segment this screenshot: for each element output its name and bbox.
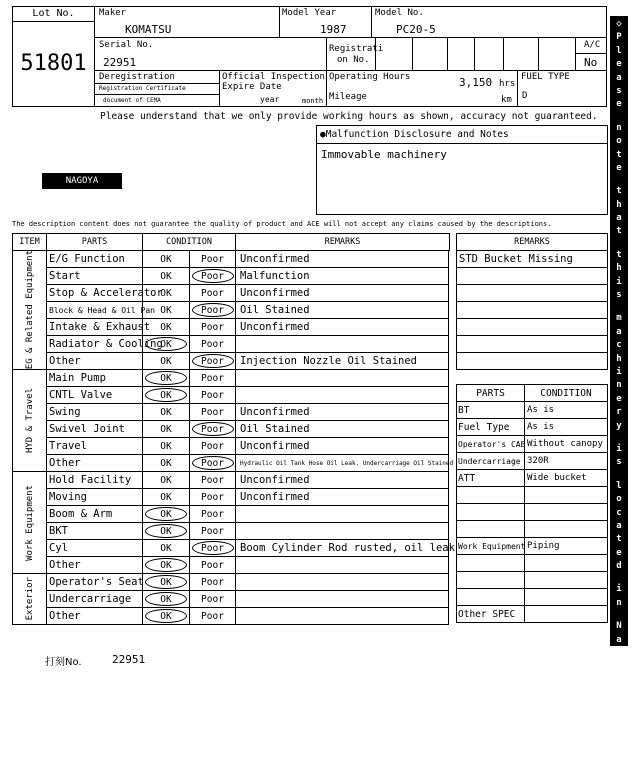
remarks-text: Unconfirmed (235, 318, 449, 336)
registration-box-4 (474, 37, 504, 71)
hrs-label: hrs (499, 79, 516, 89)
part-name: Swivel Joint (46, 420, 143, 438)
right-remarks-row (456, 335, 608, 353)
sidebar-char: l (616, 480, 622, 491)
remarks-text: Unconfirmed (235, 471, 449, 489)
sidebar-char: o (616, 136, 622, 147)
remarks-text (235, 607, 449, 625)
remarks-text (235, 386, 449, 404)
serial-no-cell (94, 37, 327, 71)
right-part-name (456, 520, 525, 538)
condition-selected-circle (145, 507, 187, 521)
item-group-label: Work Equipment (24, 484, 35, 561)
right-part-name (456, 571, 525, 589)
condition-ok: OK (142, 301, 190, 319)
sidebar-char: c (616, 340, 622, 351)
condition-poor: Poor (189, 556, 236, 574)
condition-ok: OK (142, 420, 190, 438)
right-part-name (456, 486, 525, 504)
part-name: Cyl (46, 539, 143, 557)
right-part-condition (524, 520, 608, 538)
part-name: Undercarriage (46, 590, 143, 608)
ac-value: No (584, 56, 598, 69)
condition-poor: Poor (189, 437, 236, 455)
right-remarks-row (456, 284, 608, 302)
sidebar-char: i (616, 366, 622, 377)
condition-selected-circle (192, 269, 234, 283)
sidebar-char: a (616, 688, 622, 699)
sidebar-char: e (616, 59, 622, 70)
part-name: Swing (46, 403, 143, 421)
ac-label: A/C (584, 40, 601, 50)
sidebar-char: ◇ (616, 19, 622, 29)
condition-poor: Poor (189, 471, 236, 489)
condition-poor: Poor (189, 505, 236, 523)
sidebar-char: i (616, 584, 622, 595)
remarks-text (235, 505, 449, 523)
part-name: E/G Function (46, 250, 143, 268)
year-label: year (260, 95, 280, 104)
part-name: Moving (46, 488, 143, 506)
fuel-type-value: D (522, 91, 528, 101)
sidebar-char (610, 302, 628, 312)
sidebar-char: t (616, 226, 622, 237)
registration-no-label-cell (326, 37, 384, 71)
part-name: Other (46, 454, 143, 472)
condition-poor: Poor (189, 386, 236, 404)
condition-poor: Poor (189, 488, 236, 506)
sidebar-char: a (616, 724, 622, 735)
right-parts-header: PARTS (456, 384, 525, 402)
ac-cell (575, 37, 607, 71)
condition-ok: OK (142, 454, 190, 472)
location-sidebar (610, 16, 628, 776)
model-year-label: Model Year (282, 8, 337, 18)
right-parts-table (456, 384, 608, 623)
part-name: Boom & Arm (46, 505, 143, 523)
right-remarks-row (456, 267, 608, 285)
condition-selected-circle (145, 524, 187, 538)
remarks-text: Unconfirmed (235, 284, 449, 302)
sidebar-char: c (616, 507, 622, 518)
condition-poor: Poor (189, 590, 236, 608)
right-part-condition (524, 588, 608, 606)
sidebar-char: h (616, 199, 622, 210)
sidebar-char: y (616, 674, 622, 685)
remarks-text: Malfunction (235, 267, 449, 285)
official-inspection-label-1: Official Inspection (222, 72, 325, 82)
condition-poor: Poor (189, 420, 236, 438)
operating-hours-label: Operating Hours (329, 72, 411, 82)
sidebar-char: g (616, 648, 622, 659)
right-part-condition: As is (524, 418, 608, 436)
mileage-label: Mileage (329, 92, 367, 102)
document-cema-label: document of CEMA (103, 97, 161, 104)
sidebar-char (610, 573, 628, 583)
condition-ok: OK (142, 488, 190, 506)
sidebar-char: i (616, 443, 622, 454)
condition-ok: OK (142, 522, 190, 540)
deregistration-cell (94, 70, 220, 107)
right-remarks-row: STD Bucket Missing (456, 250, 608, 268)
remarks-text: Hydraulic Oil Tank Hose Oil Leak. Undercarriage Oil Stained (235, 454, 449, 472)
right-part-name: BT (456, 401, 525, 419)
official-inspection-cell (219, 70, 327, 107)
right-part-condition: Piping (524, 537, 608, 555)
right-part-name: Work Equipment (456, 537, 525, 555)
sidebar-char: e (616, 547, 622, 558)
condition-ok: OK (142, 471, 190, 489)
malfunction-text: Immovable machinery (321, 148, 447, 161)
header-parts: PARTS (46, 233, 143, 251)
condition-poor: Poor (189, 284, 236, 302)
malfunction-title: ●Malfunction Disclosure and Notes (320, 129, 509, 140)
month-label: month (302, 97, 324, 105)
condition-ok: OK (142, 386, 190, 404)
right-part-condition (524, 605, 608, 623)
model-no-label: Model No. (375, 8, 424, 18)
sidebar-char: a (616, 520, 622, 531)
condition-selected-circle (192, 303, 234, 317)
right-remarks-row (456, 318, 608, 336)
right-part-name: Operator's CAB (456, 435, 525, 453)
sidebar-char: n (616, 597, 622, 608)
sidebar-char: h (616, 353, 622, 364)
sidebar-char: N (616, 621, 622, 632)
right-remarks-row (456, 352, 608, 370)
sidebar-char: y (616, 420, 622, 431)
condition-ok: OK (142, 505, 190, 523)
sidebar-char: t (616, 249, 622, 260)
deregistration-label: Deregistration (99, 72, 175, 82)
part-name: Travel (46, 437, 143, 455)
stamp-no-value: 22951 (112, 653, 146, 666)
operating-hours-cell (326, 70, 518, 107)
part-name: Other (46, 607, 143, 625)
remarks-text: Unconfirmed (235, 403, 449, 421)
sidebar-char (610, 610, 628, 620)
malfunction-box (316, 125, 608, 215)
item-group (12, 250, 47, 370)
condition-ok: OK (142, 403, 190, 421)
condition-selected-circle (192, 422, 234, 436)
condition-ok: OK (142, 335, 190, 353)
part-name: Main Pump (46, 369, 143, 387)
condition-poor: Poor (189, 403, 236, 421)
sidebar-char (610, 433, 628, 443)
remarks-text (235, 590, 449, 608)
operating-hours-value: 3,150 (459, 76, 493, 89)
sidebar-char: P (616, 32, 622, 43)
part-name: BKT (46, 522, 143, 540)
working-hours-note: Please understand that we only provide working hours as shown, accuracy not guaranteed. (100, 111, 598, 122)
lot-no-label: Lot No. (32, 8, 75, 19)
remarks-text: Oil Stained (235, 301, 449, 319)
sidebar-char: n (616, 380, 622, 391)
sidebar-char: s (616, 457, 622, 468)
registration-label-line1: Registrati (329, 44, 384, 54)
remarks-text (235, 556, 449, 574)
condition-selected-circle (145, 575, 187, 589)
registration-box-1 (375, 37, 413, 71)
condition-selected-circle (145, 558, 187, 572)
remarks-text (235, 522, 449, 540)
part-name: Radiator & Cooling (46, 335, 143, 353)
right-part-name (456, 503, 525, 521)
model-year-value: 1987 (320, 23, 347, 36)
condition-poor: Poor (189, 318, 236, 336)
item-group-label: EG & Related Equipment (24, 250, 35, 370)
part-name: CNTL Valve (46, 386, 143, 404)
sidebar-char (610, 470, 628, 480)
sidebar-text (610, 16, 628, 778)
part-name: Block & Head & Oil Pan (46, 301, 143, 319)
disclaimer: The description content does not guarantee the quality of product and ACE will not accept any claims caused by the descriptions. (12, 220, 552, 228)
location-badge: NAGOYA (42, 173, 122, 189)
part-name: Other (46, 352, 143, 370)
item-group-label: Exterior (24, 577, 35, 621)
sidebar-char: e (616, 162, 622, 173)
official-inspection-label-2: Expire Date (222, 82, 282, 92)
condition-selected-circle (192, 541, 234, 555)
part-name: Operator's Seat (46, 573, 143, 591)
condition-poor: Poor (189, 607, 236, 625)
registration-label-line2: on No. (337, 55, 370, 65)
remarks-text: Injection Nozzle Oil Stained (235, 352, 449, 370)
condition-ok: OK (142, 284, 190, 302)
sidebar-char (610, 701, 628, 711)
sidebar-char (610, 112, 628, 122)
condition-selected-circle (145, 371, 187, 385)
item-group (12, 369, 47, 472)
part-name: Intake & Exhaust (46, 318, 143, 336)
sidebar-char: m (616, 313, 622, 324)
right-remarks-row (456, 301, 608, 319)
right-part-condition (524, 486, 608, 504)
condition-poor: Poor (189, 369, 236, 387)
registration-certificate-label: Registration Certificate (99, 85, 186, 92)
remarks-text: Oil Stained (235, 420, 449, 438)
condition-ok: OK (142, 250, 190, 268)
sidebar-char: o (616, 494, 622, 505)
sidebar-char (610, 239, 628, 249)
remarks-text (235, 573, 449, 591)
serial-no-value: 22951 (103, 56, 137, 69)
maker-cell (94, 6, 280, 38)
condition-selected-circle (145, 609, 187, 623)
right-part-condition (524, 503, 608, 521)
sidebar-char: a (616, 634, 622, 645)
part-name: Stop & Accelerator (46, 284, 143, 302)
remarks-text: Boom Cylinder Rod rusted, oil leak (235, 539, 449, 557)
sidebar-char: e (616, 99, 622, 110)
remarks-text: Unconfirmed (235, 437, 449, 455)
right-part-name: ATT (456, 469, 525, 487)
km-label: km (501, 95, 512, 105)
model-year-cell (279, 6, 372, 38)
maker-label: Maker (99, 8, 127, 18)
condition-poor: Poor (189, 352, 236, 370)
sidebar-char: r (616, 738, 622, 749)
condition-selected-circle (145, 592, 187, 606)
sidebar-char: i (616, 276, 622, 287)
condition-selected-circle (145, 388, 187, 402)
sidebar-char: d (616, 561, 622, 572)
remarks-text (235, 335, 449, 353)
right-part-condition: Wide bucket (524, 469, 608, 487)
fuel-type-cell (517, 70, 607, 107)
registration-box-6 (538, 37, 576, 71)
right-part-name: Undercarriage (456, 452, 525, 470)
sidebar-char: t (616, 534, 622, 545)
condition-poor: Poor (189, 454, 236, 472)
condition-ok: OK (142, 267, 190, 285)
condition-ok: OK (142, 318, 190, 336)
part-name: Other (46, 556, 143, 574)
condition-poor: Poor (189, 335, 236, 353)
part-name: Start (46, 267, 143, 285)
condition-ok: OK (142, 352, 190, 370)
right-condition-header: CONDITION (524, 384, 608, 402)
right-part-condition: 320R (524, 452, 608, 470)
right-part-condition: As is (524, 401, 608, 419)
condition-ok: OK (142, 607, 190, 625)
right-part-name (456, 588, 525, 606)
condition-selected-circle (145, 337, 187, 351)
sidebar-char: a (616, 213, 622, 224)
inspection-table (12, 233, 455, 623)
registration-box-2 (412, 37, 448, 71)
right-remarks-header: REMARKS (456, 233, 608, 251)
header-condition: CONDITION (142, 233, 236, 251)
sidebar-char: t (616, 186, 622, 197)
condition-poor: Poor (189, 267, 236, 285)
condition-poor: Poor (189, 573, 236, 591)
sidebar-char: d (616, 751, 622, 762)
item-group-label: HYD & Travel (24, 387, 35, 454)
sidebar-char: a (616, 72, 622, 83)
condition-ok: OK (142, 369, 190, 387)
stamp-no-label: 打刻No. (45, 657, 82, 668)
right-part-name: Fuel Type (456, 418, 525, 436)
model-no-value: PC20-5 (396, 23, 436, 36)
condition-selected-circle (192, 354, 234, 368)
lot-no-box (12, 6, 95, 107)
condition-ok: OK (142, 539, 190, 557)
sidebar-char: r (616, 407, 622, 418)
sidebar-char: ◇ (616, 765, 622, 776)
sidebar-char: s (616, 290, 622, 301)
lot-no-value: 51801 (20, 51, 87, 76)
right-part-condition: Without canopy (524, 435, 608, 453)
remarks-text: Unconfirmed (235, 250, 449, 268)
condition-selected-circle (192, 456, 234, 470)
sidebar-char: n (616, 122, 622, 133)
fuel-type-label: FUEL TYPE (521, 72, 570, 82)
sidebar-char: t (616, 149, 622, 160)
item-group (12, 573, 47, 625)
right-part-condition (524, 571, 608, 589)
condition-ok: OK (142, 556, 190, 574)
registration-box-5 (503, 37, 539, 71)
remarks-text (235, 369, 449, 387)
condition-poor: Poor (189, 539, 236, 557)
sidebar-char: a (616, 326, 622, 337)
condition-ok: OK (142, 437, 190, 455)
part-name: Hold Facility (46, 471, 143, 489)
right-part-name: Other SPEC (456, 605, 525, 623)
header-item: ITEM (12, 233, 47, 251)
condition-ok: OK (142, 573, 190, 591)
serial-no-label: Serial No. (99, 40, 154, 50)
sidebar-char: o (616, 661, 622, 672)
sidebar-char: Y (616, 711, 622, 722)
registration-box-3 (447, 37, 475, 71)
condition-ok: OK (142, 590, 190, 608)
sidebar-char: e (616, 393, 622, 404)
condition-poor: Poor (189, 301, 236, 319)
sidebar-char: h (616, 263, 622, 274)
sidebar-char (610, 175, 628, 185)
model-no-cell (371, 6, 607, 38)
right-remarks-table (456, 233, 608, 370)
right-part-name (456, 554, 525, 572)
remarks-text: Unconfirmed (235, 488, 449, 506)
maker-value: KOMATSU (125, 23, 172, 36)
condition-poor: Poor (189, 522, 236, 540)
sidebar-char: l (616, 45, 622, 56)
right-part-condition (524, 554, 608, 572)
sidebar-char: s (616, 85, 622, 96)
item-group (12, 471, 47, 574)
header-remarks: REMARKS (235, 233, 450, 251)
condition-poor: Poor (189, 250, 236, 268)
